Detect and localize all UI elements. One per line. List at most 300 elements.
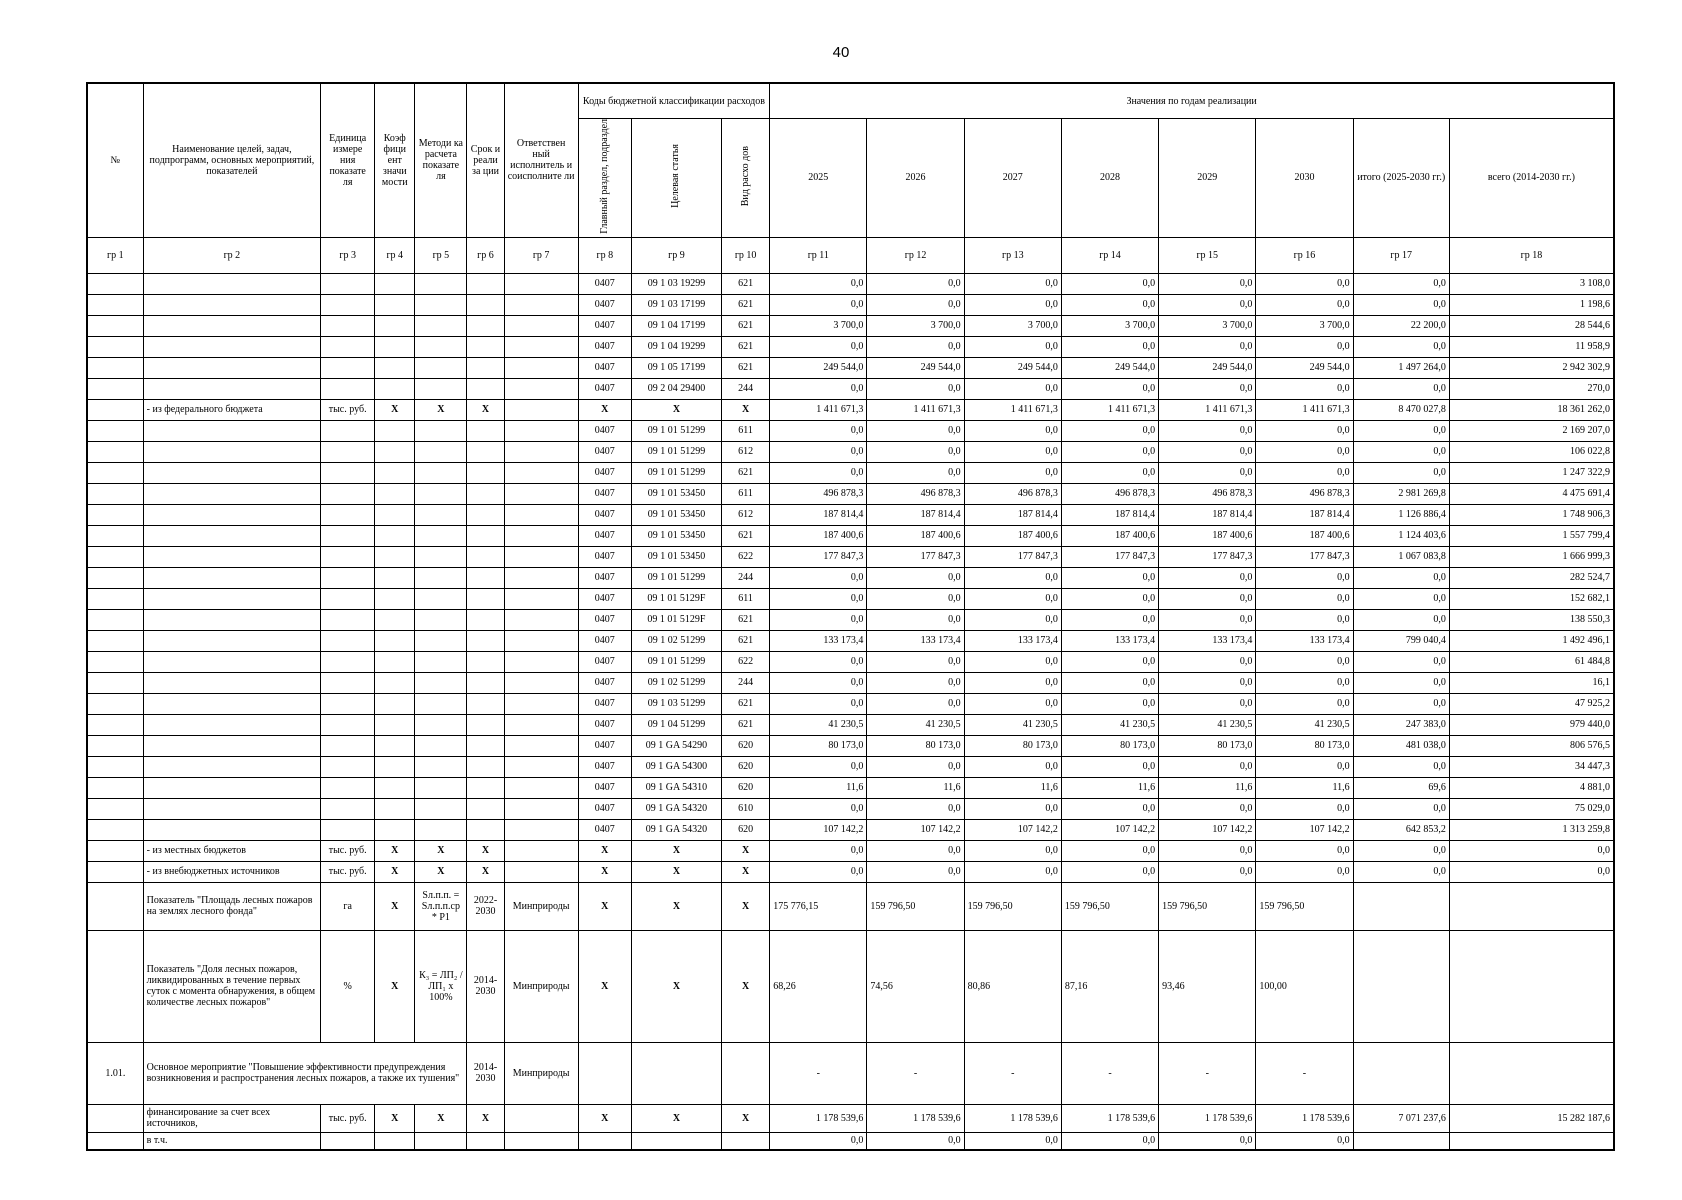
table-cell: 0,0: [964, 609, 1061, 630]
hdr-year: 2026: [867, 119, 964, 238]
table-cell: 0,0: [867, 1132, 964, 1150]
table-cell: 1 666 999,3: [1449, 546, 1614, 567]
table-cell: 0,0: [1449, 840, 1614, 861]
table-cell: 0,0: [867, 588, 964, 609]
table-cell: 09 1 02 51299: [631, 630, 721, 651]
table-cell: [467, 651, 504, 672]
table-cell: 496 878,3: [1159, 483, 1256, 504]
table-cell: [87, 672, 143, 693]
table-cell: 621: [722, 462, 770, 483]
table-cell: 0,0: [1256, 294, 1353, 315]
table-cell: [321, 777, 375, 798]
table-cell: 249 544,0: [1256, 357, 1353, 378]
hdr-coef: Коэф фици ент значи мости: [375, 83, 415, 237]
table-cell: [375, 819, 415, 840]
table-cell: 0,0: [1159, 609, 1256, 630]
table-cell: 0407: [578, 567, 631, 588]
hdr-exp: Вид расхо дов: [722, 119, 770, 238]
table-cell: [631, 1132, 721, 1150]
table-cell: 0,0: [1061, 336, 1158, 357]
table-cell: 0407: [578, 525, 631, 546]
table-cell: 0,0: [770, 420, 867, 441]
table-cell: 0,0: [1353, 588, 1449, 609]
table-cell: [504, 1104, 578, 1132]
table-cell: 177 847,3: [1061, 546, 1158, 567]
table-cell: [321, 567, 375, 588]
table-row: [87, 672, 1614, 693]
table-cell: 0407: [578, 588, 631, 609]
table-cell: тыс. руб.: [321, 840, 375, 861]
table-cell: 1 411 671,3: [867, 399, 964, 420]
table-cell: 244: [722, 378, 770, 399]
table-cell: 09 1 02 51299: [631, 672, 721, 693]
table-cell: [143, 525, 320, 546]
table-cell: [415, 315, 467, 336]
table-cell: 09 1 01 53450: [631, 504, 721, 525]
table-cell: [467, 483, 504, 504]
table-cell: 0,0: [1256, 462, 1353, 483]
table-cell: [321, 714, 375, 735]
table-cell: [467, 357, 504, 378]
table-cell: Х: [631, 399, 721, 420]
table-cell: 612: [722, 441, 770, 462]
table-cell: 09 1 05 17199: [631, 357, 721, 378]
column-number: гр 2: [143, 237, 320, 273]
table-cell: [143, 315, 320, 336]
table-cell: [1353, 1042, 1449, 1104]
table-cell: [467, 567, 504, 588]
table-cell: 11,6: [964, 777, 1061, 798]
table-cell: 0,0: [964, 693, 1061, 714]
table-cell: 282 524,7: [1449, 567, 1614, 588]
table-cell: 80 173,0: [1061, 735, 1158, 756]
table-row: [87, 525, 1614, 546]
table-cell: 0,0: [1256, 1132, 1353, 1150]
table-cell: [504, 441, 578, 462]
table-cell: 621: [722, 357, 770, 378]
table-row: [87, 504, 1614, 525]
table-cell: [375, 651, 415, 672]
table-cell: [722, 1132, 770, 1150]
table-cell: 107 142,2: [1159, 819, 1256, 840]
table-cell: [1353, 882, 1449, 930]
table-cell: [504, 756, 578, 777]
table-cell: 133 173,4: [1061, 630, 1158, 651]
table-cell: 0,0: [770, 609, 867, 630]
table-cell: 107 142,2: [770, 819, 867, 840]
table-cell: Х: [722, 882, 770, 930]
table-cell: 0407: [578, 483, 631, 504]
table-cell: [321, 441, 375, 462]
table-cell: [504, 483, 578, 504]
table-cell: 0,0: [770, 462, 867, 483]
table-cell: 0,0: [1256, 609, 1353, 630]
table-cell: 620: [722, 777, 770, 798]
hdr-name: Наименование целей, задач, подпрограмм, основных мероприятий, показателей: [143, 83, 320, 237]
table-cell: 187 400,6: [1159, 525, 1256, 546]
table-cell: 0,0: [1256, 693, 1353, 714]
table-cell: 177 847,3: [770, 546, 867, 567]
table-cell: [467, 315, 504, 336]
table-cell: 0407: [578, 441, 631, 462]
hdr-responsible: Ответствен ный исполнитель и соисполните ли: [504, 83, 578, 237]
table-cell: [87, 735, 143, 756]
table-cell: 0407: [578, 819, 631, 840]
table-cell: [375, 462, 415, 483]
table-cell: 0,0: [1159, 693, 1256, 714]
table-cell: 270,0: [1449, 378, 1614, 399]
table-cell: 621: [722, 525, 770, 546]
table-cell: 187 400,6: [1061, 525, 1158, 546]
table-cell: 0407: [578, 714, 631, 735]
table-cell: [143, 336, 320, 357]
incl-row: [87, 1132, 1614, 1150]
table-cell: [143, 462, 320, 483]
table-cell: 0,0: [964, 672, 1061, 693]
table-cell: Х: [467, 1104, 504, 1132]
table-cell: [504, 609, 578, 630]
table-row: [87, 777, 1614, 798]
table-cell: 642 853,2: [1353, 819, 1449, 840]
hdr-term: Срок и реали за ции: [467, 83, 504, 237]
table-cell: Основное мероприятие "Повышение эффективности предупреждения возникновения и распространения лесных пожаров, а также их тушения": [143, 1042, 467, 1104]
table-cell: [87, 378, 143, 399]
table-cell: [87, 483, 143, 504]
table-cell: Х: [467, 861, 504, 882]
table-cell: [375, 378, 415, 399]
table-cell: [87, 777, 143, 798]
table-cell: [467, 378, 504, 399]
table-cell: [321, 378, 375, 399]
table-row: [87, 630, 1614, 651]
indicator-row: [87, 930, 1614, 1042]
table-cell: [375, 441, 415, 462]
table-cell: 496 878,3: [770, 483, 867, 504]
table-cell: [321, 357, 375, 378]
table-cell: 3 700,0: [1061, 315, 1158, 336]
table-cell: [504, 1132, 578, 1150]
table-cell: [375, 735, 415, 756]
table-cell: 107 142,2: [1061, 819, 1158, 840]
table-cell: [143, 819, 320, 840]
table-cell: 09 1 01 51299: [631, 567, 721, 588]
table-cell: [504, 714, 578, 735]
table-cell: 0,0: [867, 420, 964, 441]
table-cell: 177 847,3: [964, 546, 1061, 567]
table-cell: [87, 567, 143, 588]
table-cell: 09 1 01 53450: [631, 525, 721, 546]
table-cell: 0,0: [1159, 441, 1256, 462]
table-row: [87, 693, 1614, 714]
table-cell: Х: [578, 882, 631, 930]
table-cell: 0,0: [1353, 756, 1449, 777]
table-cell: 0,0: [1061, 840, 1158, 861]
table-cell: [375, 630, 415, 651]
table-cell: Х: [415, 1104, 467, 1132]
table-cell: 0,0: [770, 1132, 867, 1150]
table-cell: 0,0: [867, 609, 964, 630]
table-cell: 09 1 03 19299: [631, 273, 721, 294]
table-cell: 1 178 539,6: [964, 1104, 1061, 1132]
table-cell: Sл.п.п. = Sл.п.п.ср * P1: [415, 882, 467, 930]
table-cell: 1 178 539,6: [770, 1104, 867, 1132]
table-cell: [467, 462, 504, 483]
table-cell: 09 1 01 53450: [631, 546, 721, 567]
table-cell: [143, 420, 320, 441]
table-cell: [415, 483, 467, 504]
table-cell: 0,0: [867, 840, 964, 861]
table-cell: 0407: [578, 777, 631, 798]
column-number: гр 17: [1353, 237, 1449, 273]
table-cell: [467, 1132, 504, 1150]
table-cell: 247 383,0: [1353, 714, 1449, 735]
table-cell: [87, 882, 143, 930]
table-cell: 1 178 539,6: [1159, 1104, 1256, 1132]
table-cell: 0,0: [1256, 588, 1353, 609]
column-number: гр 6: [467, 237, 504, 273]
table-cell: 0,0: [1061, 294, 1158, 315]
table-cell: 0407: [578, 420, 631, 441]
table-cell: 11,6: [867, 777, 964, 798]
indicator-row: [87, 882, 1614, 930]
table-cell: 100,00: [1256, 930, 1353, 1042]
table-cell: 621: [722, 294, 770, 315]
table-row: [87, 546, 1614, 567]
table-cell: [143, 378, 320, 399]
table-cell: 0,0: [1353, 672, 1449, 693]
table-cell: Х: [722, 399, 770, 420]
table-cell: 0,0: [1353, 609, 1449, 630]
column-number: гр 15: [1159, 237, 1256, 273]
table-row: [87, 294, 1614, 315]
table-cell: 80 173,0: [964, 735, 1061, 756]
table-cell: [415, 504, 467, 525]
table-cell: Х: [631, 882, 721, 930]
table-cell: 621: [722, 609, 770, 630]
table-cell: 0,0: [770, 693, 867, 714]
table-cell: [87, 525, 143, 546]
table-cell: [143, 588, 320, 609]
table-cell: 0,0: [1061, 588, 1158, 609]
table-cell: 1 748 906,3: [1449, 504, 1614, 525]
column-number: гр 8: [578, 237, 631, 273]
table-cell: Х: [722, 861, 770, 882]
table-cell: [467, 777, 504, 798]
table-cell: 0,0: [1256, 651, 1353, 672]
table-cell: 187 814,4: [1159, 504, 1256, 525]
table-cell: [143, 798, 320, 819]
table-cell: -: [770, 1042, 867, 1104]
table-cell: 187 814,4: [964, 504, 1061, 525]
table-cell: 47 925,2: [1449, 693, 1614, 714]
table-cell: 0407: [578, 294, 631, 315]
table-cell: [504, 735, 578, 756]
table-cell: [321, 756, 375, 777]
table-cell: 3 700,0: [770, 315, 867, 336]
table-cell: 0,0: [1159, 798, 1256, 819]
table-cell: [375, 483, 415, 504]
table-cell: [504, 357, 578, 378]
table-cell: [321, 672, 375, 693]
table-cell: 3 700,0: [964, 315, 1061, 336]
table-cell: 0,0: [964, 294, 1061, 315]
table-cell: [87, 357, 143, 378]
column-number: гр 14: [1061, 237, 1158, 273]
table-cell: [87, 588, 143, 609]
table-cell: [375, 798, 415, 819]
hdr-year: 2025: [770, 119, 867, 238]
table-cell: 0,0: [1159, 651, 1256, 672]
table-cell: [504, 378, 578, 399]
table-cell: [143, 630, 320, 651]
table-cell: 2 942 302,9: [1449, 357, 1614, 378]
column-number: гр 10: [722, 237, 770, 273]
table-row: [87, 714, 1614, 735]
table-cell: [1449, 1042, 1614, 1104]
table-cell: [321, 798, 375, 819]
table-cell: [87, 930, 143, 1042]
table-cell: [415, 273, 467, 294]
table-cell: - из внебюджетных источников: [143, 861, 320, 882]
table-cell: 0407: [578, 756, 631, 777]
table-cell: [504, 399, 578, 420]
table-cell: [375, 420, 415, 441]
table-cell: [415, 735, 467, 756]
table-cell: 496 878,3: [1256, 483, 1353, 504]
table-cell: [504, 777, 578, 798]
table-cell: Х: [467, 399, 504, 420]
table-cell: 133 173,4: [964, 630, 1061, 651]
table-cell: [143, 714, 320, 735]
table-cell: [321, 1132, 375, 1150]
table-cell: [375, 546, 415, 567]
table-cell: 28 544,6: [1449, 315, 1614, 336]
table-cell: -: [867, 1042, 964, 1104]
table-cell: [504, 798, 578, 819]
table-cell: 0,0: [867, 651, 964, 672]
table-cell: 0,0: [770, 441, 867, 462]
table-cell: 0,0: [1061, 651, 1158, 672]
table-cell: 0,0: [770, 840, 867, 861]
table-cell: [504, 294, 578, 315]
table-cell: [143, 609, 320, 630]
table-cell: [467, 273, 504, 294]
table-cell: [143, 483, 320, 504]
table-cell: [375, 357, 415, 378]
table-cell: 0,0: [1256, 840, 1353, 861]
table-cell: [375, 336, 415, 357]
table-cell: 0,0: [1353, 861, 1449, 882]
table-cell: 133 173,4: [1256, 630, 1353, 651]
table-cell: [415, 546, 467, 567]
table-cell: 80 173,0: [1256, 735, 1353, 756]
table-cell: [415, 567, 467, 588]
table-cell: [143, 735, 320, 756]
table-cell: 75 029,0: [1449, 798, 1614, 819]
table-cell: 159 796,50: [1256, 882, 1353, 930]
table-cell: 0,0: [1159, 861, 1256, 882]
table-cell: [87, 1132, 143, 1150]
table-cell: 0,0: [1159, 567, 1256, 588]
table-cell: 0,0: [867, 462, 964, 483]
table-cell: 68,26: [770, 930, 867, 1042]
table-cell: Х: [578, 1104, 631, 1132]
hdr-total-2025-2030: итого (2025-2030 гг.): [1353, 119, 1449, 238]
table-cell: [87, 399, 143, 420]
table-cell: - из федерального бюджета: [143, 399, 320, 420]
table-cell: 0,0: [1061, 693, 1158, 714]
table-cell: 0,0: [1256, 273, 1353, 294]
table-cell: [375, 525, 415, 546]
table-cell: Х: [578, 399, 631, 420]
table-cell: Х: [631, 1104, 721, 1132]
table-cell: 0,0: [964, 798, 1061, 819]
column-number: гр 12: [867, 237, 964, 273]
hdr-year: 2030: [1256, 119, 1353, 238]
table-cell: 0,0: [1256, 336, 1353, 357]
table-cell: [87, 273, 143, 294]
table-cell: [87, 693, 143, 714]
table-cell: 133 173,4: [1159, 630, 1256, 651]
hdr-unit: Единица измере ния показате ля: [321, 83, 375, 237]
table-cell: 159 796,50: [1159, 882, 1256, 930]
table-cell: 0,0: [964, 567, 1061, 588]
table-cell: 0,0: [1256, 672, 1353, 693]
table-cell: [467, 735, 504, 756]
table-cell: 979 440,0: [1449, 714, 1614, 735]
table-row: [87, 735, 1614, 756]
table-cell: [504, 462, 578, 483]
table-cell: 620: [722, 735, 770, 756]
column-number: гр 16: [1256, 237, 1353, 273]
table-cell: [321, 651, 375, 672]
table-cell: 0,0: [1159, 336, 1256, 357]
table-cell: 177 847,3: [1256, 546, 1353, 567]
table-cell: 22 200,0: [1353, 315, 1449, 336]
table-cell: [504, 546, 578, 567]
table-row: [87, 819, 1614, 840]
table-cell: 1 557 799,4: [1449, 525, 1614, 546]
table-row: [87, 609, 1614, 630]
table-cell: 09 1 GA 54320: [631, 798, 721, 819]
table-cell: 3 700,0: [1159, 315, 1256, 336]
table-cell: [143, 294, 320, 315]
table-cell: 0,0: [770, 588, 867, 609]
table-cell: 0407: [578, 336, 631, 357]
table-cell: 620: [722, 756, 770, 777]
table-cell: 106 022,8: [1449, 441, 1614, 462]
table-cell: 0,0: [1256, 756, 1353, 777]
table-cell: 0,0: [1353, 567, 1449, 588]
table-cell: [87, 1104, 143, 1132]
table-row: [87, 273, 1614, 294]
table-cell: [87, 630, 143, 651]
hdr-method: Методи ка расчета показате ля: [415, 83, 467, 237]
table-cell: [321, 525, 375, 546]
table-cell: 09 1 04 17199: [631, 315, 721, 336]
table-row: [87, 483, 1614, 504]
hdr-no: №: [87, 83, 143, 237]
table-cell: 0,0: [867, 336, 964, 357]
table-cell: 0,0: [1061, 861, 1158, 882]
table-cell: 09 1 GA 54310: [631, 777, 721, 798]
table-cell: 0,0: [964, 651, 1061, 672]
table-cell: 0,0: [867, 798, 964, 819]
table-cell: [415, 294, 467, 315]
table-cell: Х: [631, 861, 721, 882]
table-cell: 0,0: [1256, 378, 1353, 399]
table-cell: 621: [722, 714, 770, 735]
